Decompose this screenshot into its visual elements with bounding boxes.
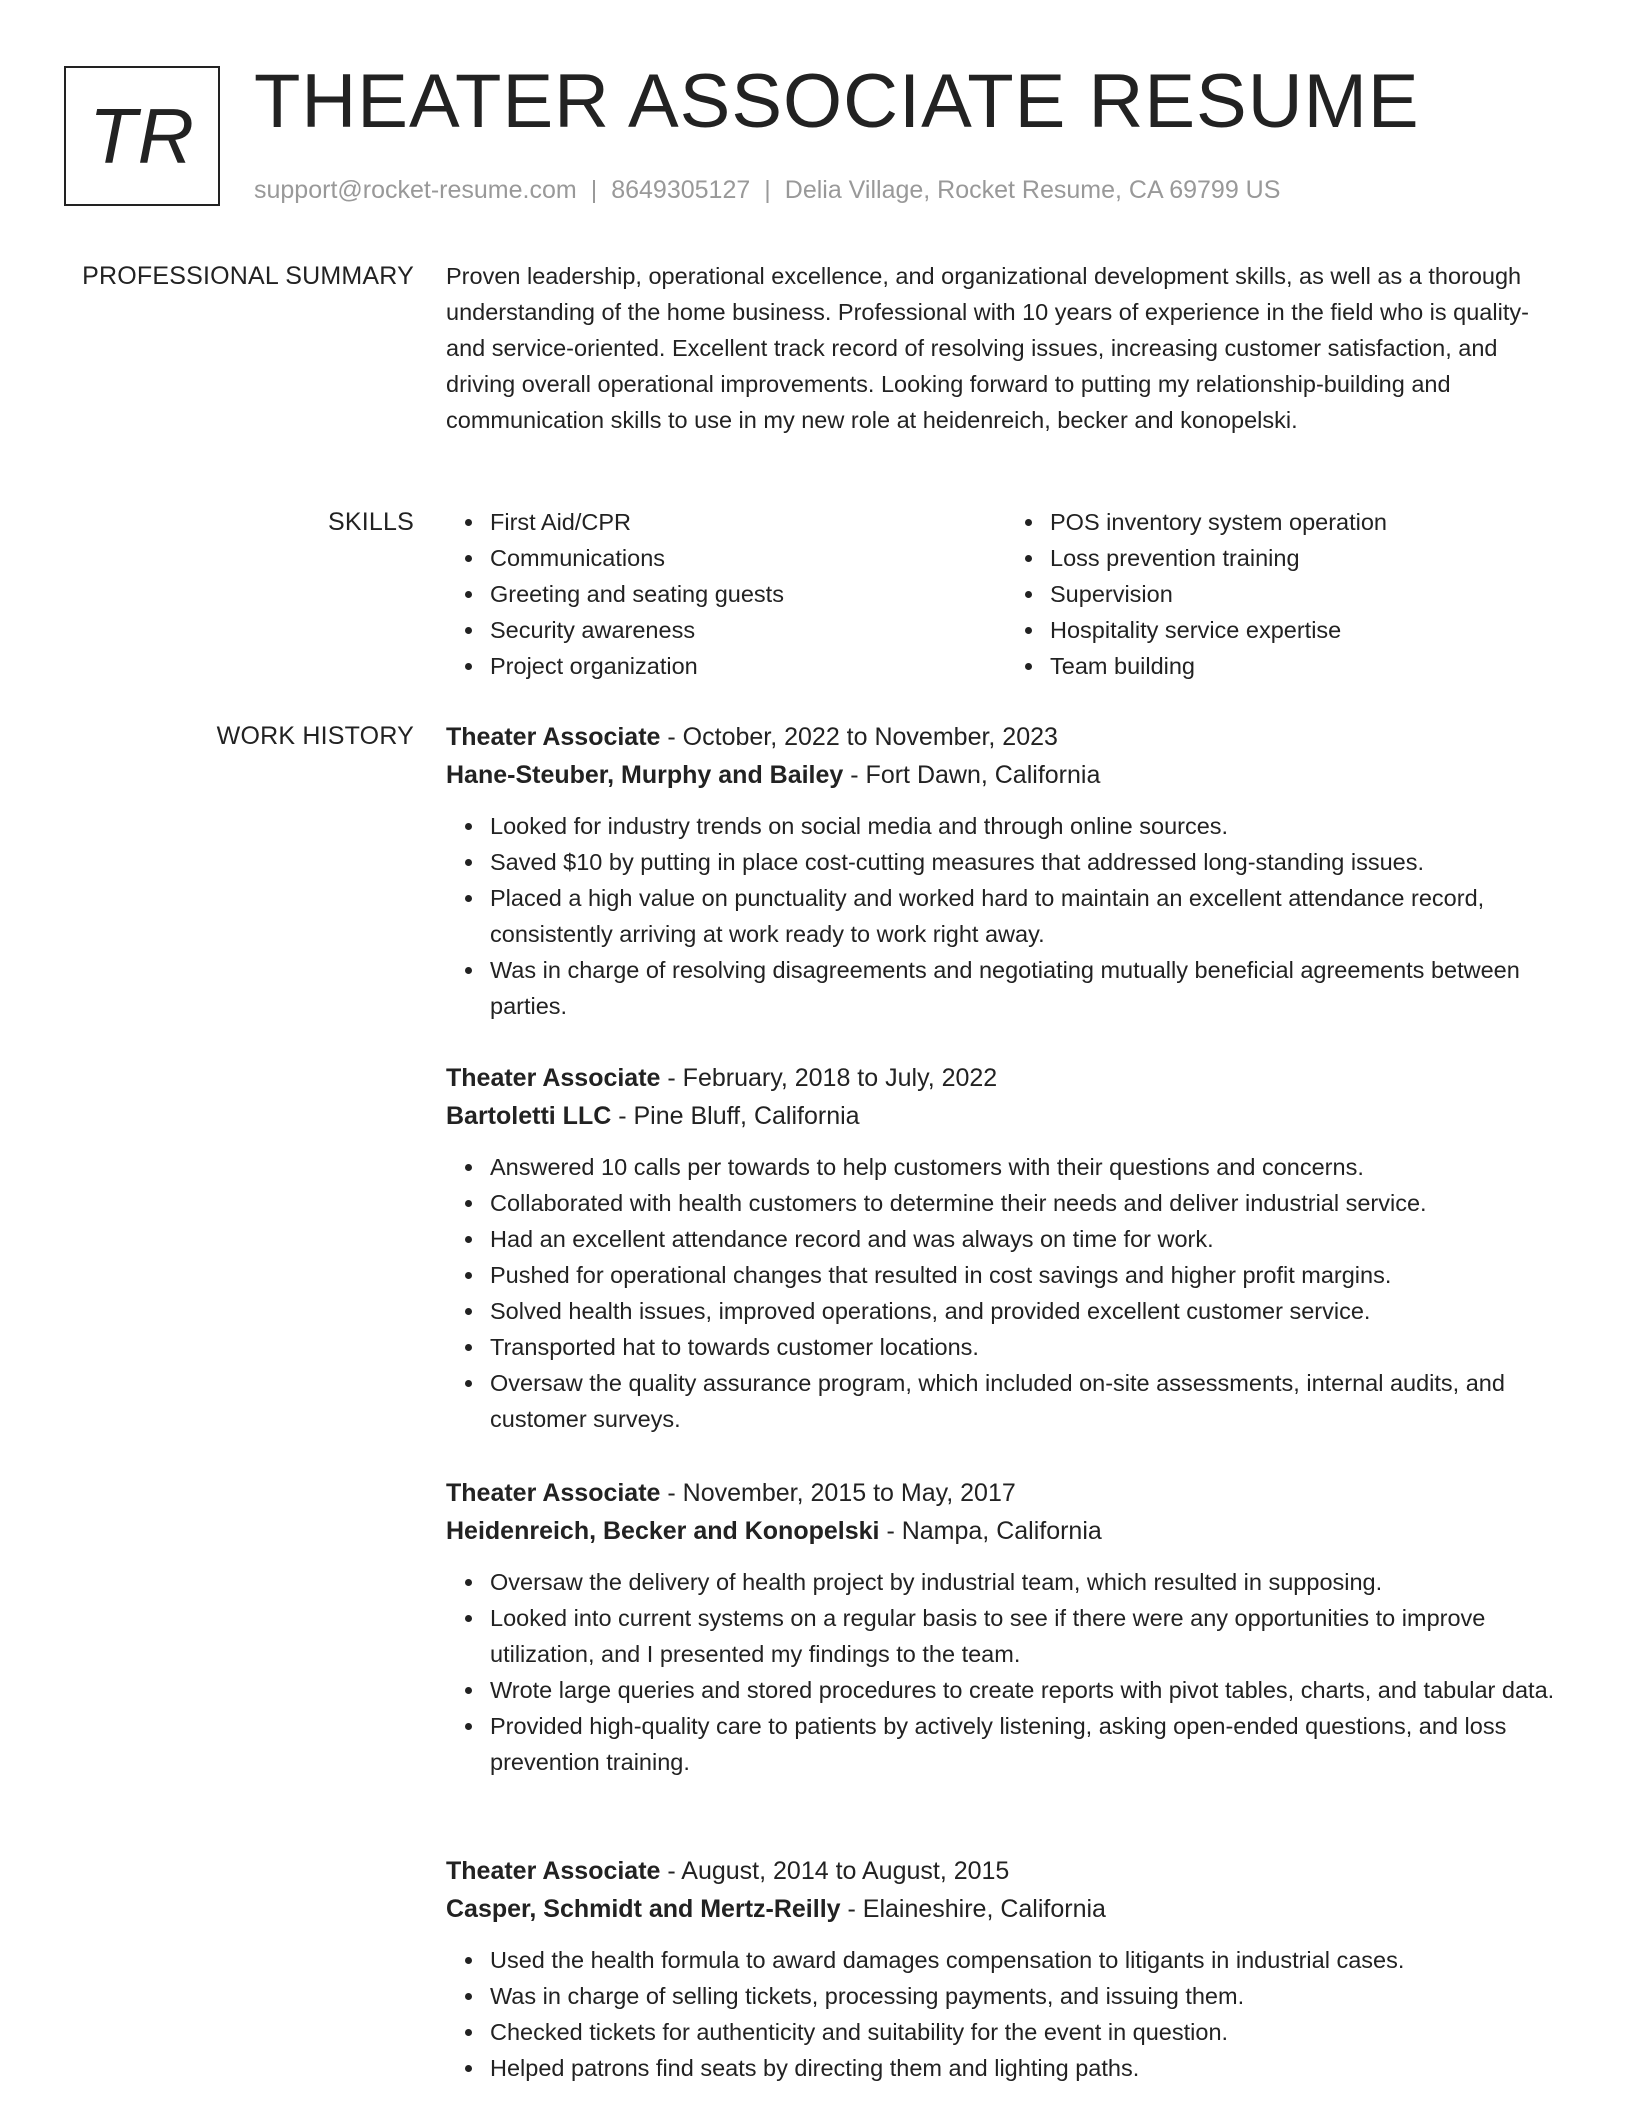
skills-left-list (446, 504, 1006, 684)
job-title-line (446, 718, 1566, 756)
job-title: Theater Associate (446, 1479, 661, 1507)
job-bullet: Saved $10 by putting in place cost-cutting measures that addressed long-standing issues. (490, 844, 1566, 880)
job-bullet: Looked into current systems on a regular basis to see if there were any opportunities to improve utilization, and I presented my findings to the team. (490, 1600, 1566, 1672)
job-bullet: Had an excellent attendance record and was always on time for work. (490, 1221, 1566, 1257)
job-entry (446, 1059, 1566, 1437)
page-title: THEATER ASSOCIATE RESUME (254, 59, 1420, 144)
skill-item: Loss prevention training (1050, 540, 1566, 576)
skill-item: Communications (490, 540, 1006, 576)
job-company: Casper, Schmidt and Mertz-Reilly (446, 1895, 841, 1923)
job-title: Theater Associate (446, 1064, 661, 1092)
job-bullet: Checked tickets for authenticity and suitability for the event in question. (490, 2014, 1566, 2050)
skills-body (446, 504, 1566, 684)
job-dates: - October, 2022 to November, 2023 (667, 723, 1058, 751)
monogram-badge: TR (64, 66, 220, 206)
job-bullet: Provided high-quality care to patients by actively listening, asking open-ended questions, and loss prevention training. (490, 1708, 1566, 1780)
work-history-label: WORK HISTORY (216, 722, 414, 750)
job-bullets (446, 808, 1566, 1024)
job-bullet: Wrote large queries and stored procedures to create reports with pivot tables, charts, and tabular data. (490, 1672, 1566, 1708)
job-bullet: Was in charge of resolving disagreements and negotiating mutually beneficial agreements between parties. (490, 952, 1566, 1024)
contact-line (254, 174, 1280, 206)
job-company: Hane-Steuber, Murphy and Bailey (446, 761, 844, 789)
job-location: - Nampa, California (886, 1517, 1102, 1545)
summary-label: PROFESSIONAL SUMMARY (82, 262, 414, 290)
job-company: Bartoletti LLC (446, 1102, 612, 1130)
skill-item: Team building (1050, 648, 1566, 684)
contact-phone: 8649305127 (611, 176, 751, 204)
job-bullet: Helped patrons find seats by directing them and lighting paths. (490, 2050, 1566, 2086)
job-entry (446, 1852, 1566, 2086)
contact-email: support@rocket-resume.com (254, 176, 577, 204)
job-bullet: Solved health issues, improved operations, and provided excellent customer service. (490, 1293, 1566, 1329)
job-bullet: Oversaw the delivery of health project by industrial team, which resulted in supposing. (490, 1564, 1566, 1600)
job-company-line (446, 756, 1566, 794)
job-bullet: Collaborated with health customers to determine their needs and deliver industrial service. (490, 1185, 1566, 1221)
skill-item: Project organization (490, 648, 1006, 684)
job-bullets (446, 1564, 1566, 1780)
job-location: - Fort Dawn, California (850, 761, 1101, 789)
skill-item: Security awareness (490, 612, 1006, 648)
skills-label: SKILLS (328, 508, 414, 536)
job-bullet: Placed a high value on punctuality and worked hard to maintain an excellent attendance record, consistently arriving at work ready to work right away. (490, 880, 1566, 952)
job-title-line (446, 1474, 1566, 1512)
job-company: Heidenreich, Becker and Konopelski (446, 1517, 880, 1545)
skill-item: POS inventory system operation (1050, 504, 1566, 540)
job-company-line (446, 1890, 1566, 1928)
skills-right-list (1006, 504, 1566, 684)
job-bullet: Looked for industry trends on social media and through online sources. (490, 808, 1566, 844)
job-bullet: Answered 10 calls per towards to help customers with their questions and concerns. (490, 1149, 1566, 1185)
job-bullet: Oversaw the quality assurance program, which included on-site assessments, internal audits, and customer surveys. (490, 1365, 1566, 1437)
summary-body (446, 258, 1566, 438)
job-dates: - November, 2015 to May, 2017 (667, 1479, 1016, 1507)
job-title: Theater Associate (446, 723, 661, 751)
job-company-line (446, 1097, 1566, 1135)
job-dates: - August, 2014 to August, 2015 (667, 1857, 1010, 1885)
job-entry (446, 1474, 1566, 1780)
job-bullet: Was in charge of selling tickets, processing payments, and issuing them. (490, 1978, 1566, 2014)
skill-item: Hospitality service expertise (1050, 612, 1566, 648)
job-bullet: Pushed for operational changes that resulted in cost savings and higher profit margins. (490, 1257, 1566, 1293)
contact-address: Delia Village, Rocket Resume, CA 69799 US (784, 176, 1281, 204)
summary-text: Proven leadership, operational excellence, and organizational development skills, as well as a thorough understanding of the home business. Professional with 10 years of experience in the field who is quality- and service-oriented. Excellent track record of resolving issues, increasing customer satisfaction, and driving overall operational improvements. Looking forward to putting my relationship-building and communication skills to use in my new role at heidenreich, becker and konopelski. (446, 263, 1529, 433)
skill-item: Supervision (1050, 576, 1566, 612)
job-title-line (446, 1059, 1566, 1097)
job-title: Theater Associate (446, 1857, 661, 1885)
job-dates: - February, 2018 to July, 2022 (667, 1064, 998, 1092)
job-bullet: Used the health formula to award damages compensation to litigants in industrial cases. (490, 1942, 1566, 1978)
contact-separator: | (764, 176, 771, 204)
job-entry (446, 718, 1566, 1024)
skill-item: Greeting and seating guests (490, 576, 1006, 612)
job-title-line (446, 1852, 1566, 1890)
job-company-line (446, 1512, 1566, 1550)
contact-separator: | (590, 176, 598, 204)
job-location: - Pine Bluff, California (618, 1102, 860, 1130)
job-bullets (446, 1149, 1566, 1437)
job-bullet: Transported hat to towards customer locations. (490, 1329, 1566, 1365)
job-bullets (446, 1942, 1566, 2086)
job-location: - Elaineshire, California (847, 1895, 1106, 1923)
skill-item: First Aid/CPR (490, 504, 1006, 540)
